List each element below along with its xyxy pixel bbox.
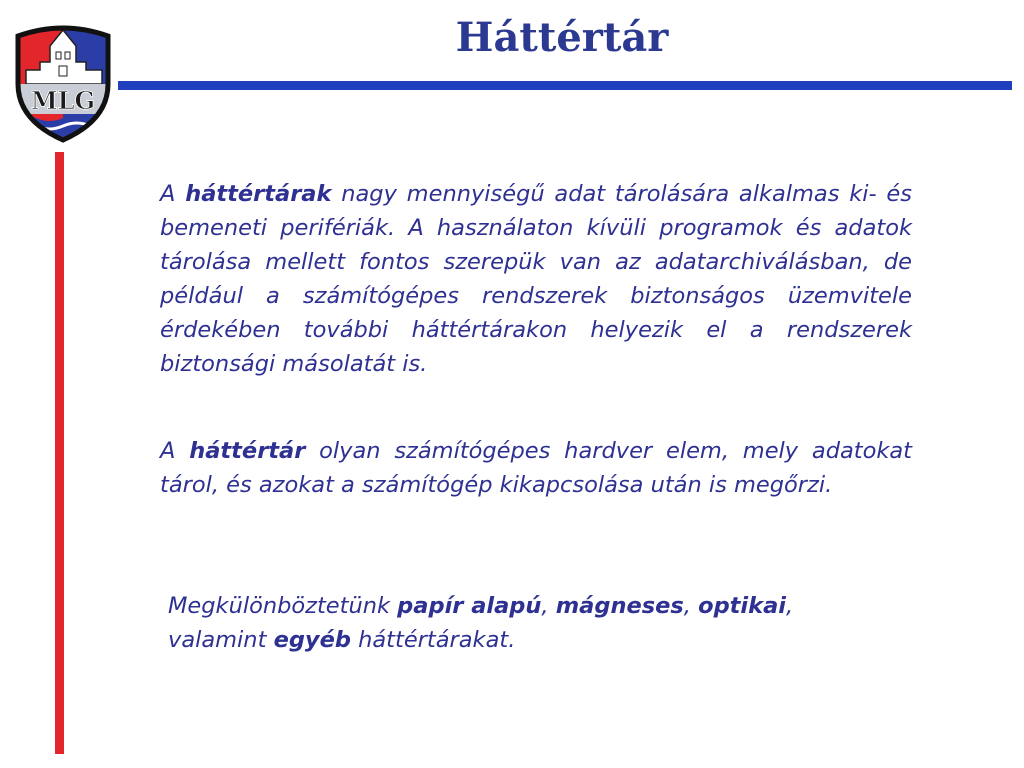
p2-prefix: A bbox=[160, 438, 176, 464]
logo-lettering: MLG bbox=[31, 86, 95, 115]
p2-term: háttértár bbox=[189, 438, 306, 464]
p3-sep3: , bbox=[786, 593, 794, 619]
type-optical: optikai bbox=[698, 593, 786, 619]
slide-title: Háttértár bbox=[455, 14, 669, 61]
school-crest-logo bbox=[10, 22, 116, 144]
paragraph-storage-types bbox=[168, 589, 928, 657]
p3-sep2: , bbox=[683, 593, 691, 619]
type-other: egyéb bbox=[273, 627, 351, 653]
p3-line2-prefix: valamint bbox=[168, 627, 267, 653]
paragraph-definition-singular bbox=[160, 434, 912, 502]
left-accent-bar bbox=[55, 152, 64, 754]
title-underline-rule bbox=[118, 81, 1012, 90]
paragraph-definition-plural bbox=[160, 177, 912, 381]
p3-outro: háttértárakat. bbox=[358, 627, 516, 653]
p2-body: olyan számítógépes hardver elem, mely adatokat tárol, és azokat a számítógép kikapcsolása után is megőrzi. bbox=[160, 438, 912, 498]
p1-body: nagy mennyiségű adat tárolására alkalmas ki- és bemeneti perifériák. A használaton kívüli programok és adatok tárolása mellett fontos szerepük van az adatarchiválásban, de például a számítógépes rendszerek biztonságos üzemvitele érdekében további háttértárakon helyezik el a rendszerek biztonsági másolatát is. bbox=[160, 181, 912, 377]
p1-term: háttértárak bbox=[185, 181, 332, 207]
type-paper: papír alapú bbox=[397, 593, 542, 619]
p3-intro: Megkülönböztetünk bbox=[168, 593, 391, 619]
p3-sep1: , bbox=[541, 593, 549, 619]
type-magnetic: mágneses bbox=[555, 593, 684, 619]
p1-prefix: A bbox=[160, 181, 176, 207]
